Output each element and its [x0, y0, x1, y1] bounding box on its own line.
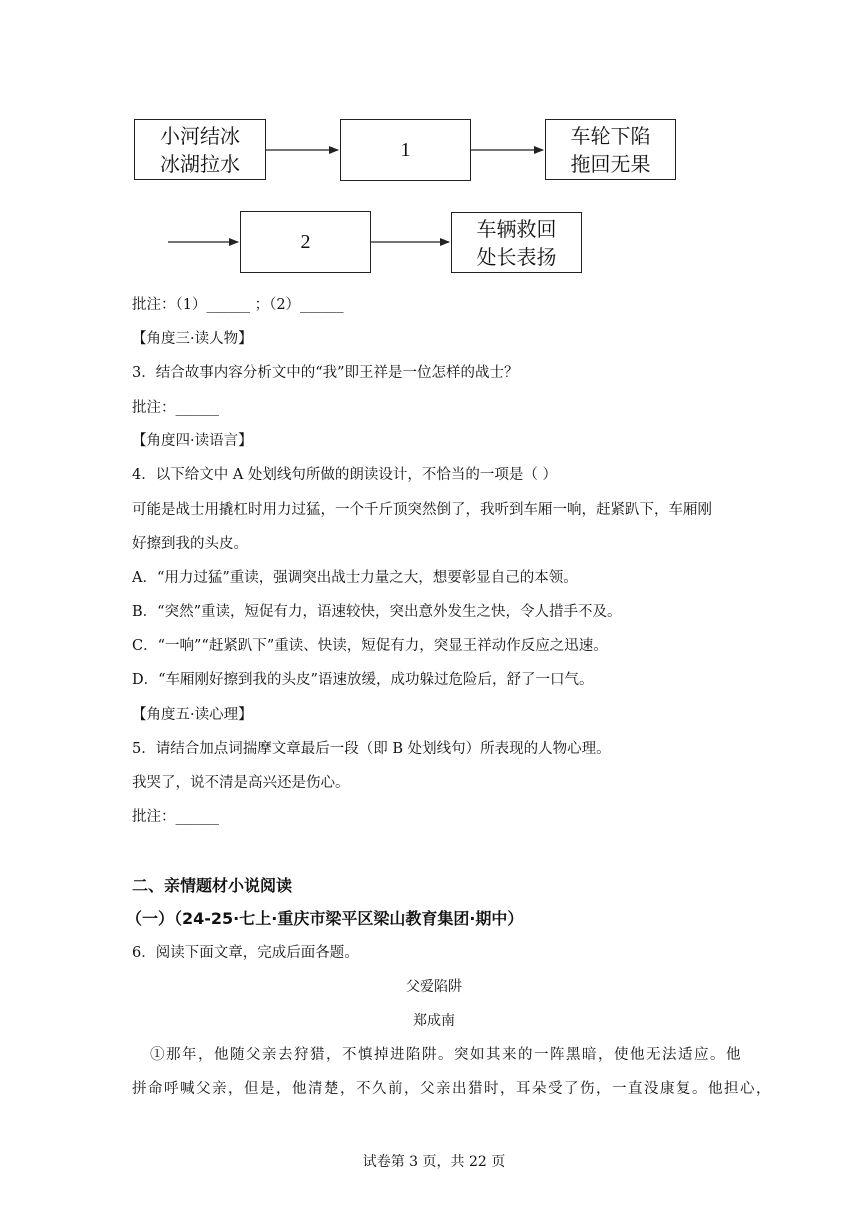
question-4-option-b: B．“突然”重读，短促有力，语速较快，突出意外发生之快，令人措手不及。: [132, 604, 622, 620]
question-5: 5．请结合加点词揣摩文章最后一段（即 B 处划线句）所表现的人物心理。: [132, 741, 611, 757]
flow-box-5: [451, 212, 582, 273]
question-3: 3．结合故事内容分析文中的“我”即王祥是一位怎样的战士？: [132, 365, 519, 381]
question-4-option-c: C．“一响”“赶紧趴下”重读、快读，短促有力，突显王祥动作反应之迅速。: [132, 638, 608, 654]
page-footer: 试卷第 3 页，共 22 页: [362, 1154, 506, 1170]
flow-box-1: [134, 119, 266, 180]
flow-box-2: [340, 119, 471, 181]
question-4-option-d: D．“车厢刚好擦到我的头皮”语速放缓，成功躲过危险后，舒了一口气。: [132, 672, 594, 688]
question-5-passage: 我哭了，说不清是高兴还是伤心。: [132, 775, 350, 791]
flow-box-1-line-2: 冰湖拉水: [160, 151, 240, 176]
flow-box-5-line-1: 车辆救回: [476, 216, 557, 241]
annotation-blank-2: 批注：______: [132, 400, 219, 416]
question-4-passage-line-2: 好擦到我的头皮。: [132, 536, 248, 552]
angle-3-heading: 【角度三·读人物】: [132, 331, 253, 347]
section-2-subtitle: （一）（24-25·七上·重庆市梁平区梁山教育集团·期中）: [126, 909, 524, 928]
question-4: 4．以下给文中 A 处划线句所做的朗读设计，不恰当的一项是（ ）: [132, 467, 558, 483]
story-paragraph-1-line-1: ①那年，他随父亲去狩猎，不慎掉进陷阱。突如其来的一阵黑暗，使他无法适应。他: [150, 1047, 742, 1063]
flow-box-3-line-1: 车轮下陷: [570, 123, 651, 148]
story-title: 父爱陷阱: [406, 979, 462, 995]
section-2-title: 二、亲情题材小说阅读: [132, 876, 293, 895]
angle-4-heading: 【角度四·读语言】: [132, 433, 253, 449]
flow-box-5-line-2: 处长表扬: [476, 244, 557, 269]
flow-box-3: [545, 119, 676, 180]
question-6: 6．阅读下面文章，完成后面各题。: [132, 945, 359, 961]
flow-box-4: [240, 211, 371, 273]
question-4-passage-line-1: 可能是战士用撬杠时用力过猛，一个千斤顶突然倒了，我听到车厢一响，赶紧趴下，车厢刚: [132, 502, 712, 518]
flow-box-1-line-1: 小河结冰: [160, 123, 240, 148]
annotation-blank-3: 批注：______: [132, 809, 219, 825]
angle-5-heading: 【角度五·读心理】: [132, 707, 253, 723]
flow-box-3-line-2: 拖回无果: [570, 151, 651, 176]
annotation-blanks-1: 批注：（1）______ ；（2）______: [132, 297, 344, 313]
flow-box-4-label: 2: [300, 231, 311, 253]
story-paragraph-1-line-2: 拼命呼喊父亲，但是，他清楚，不久前，父亲出猎时，耳朵受了伤，一直没康复。他担心，: [132, 1081, 772, 1097]
flow-box-2-label: 1: [400, 139, 411, 161]
question-4-option-a: A．“用力过猛”重读，强调突出战士力量之大，想要彰显自己的本领。: [132, 570, 578, 586]
story-author: 郑成南: [413, 1013, 455, 1029]
